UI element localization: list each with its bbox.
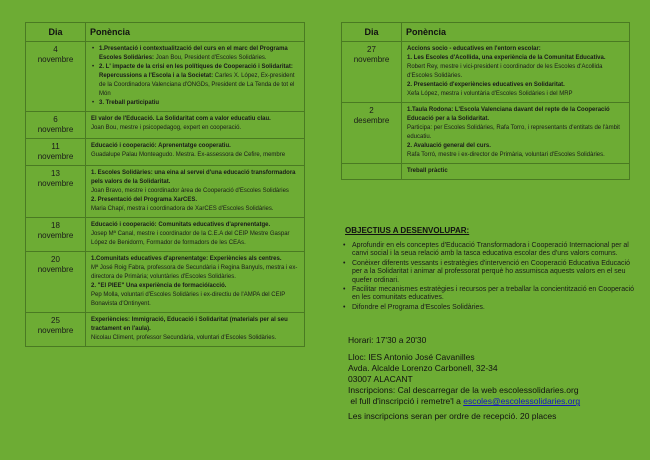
session-row [26,112,305,139]
ponencia-speaker: Robert Rey, mestre i vici-president i coordinador de les Escoles d'Acollida d'Escoles Solidàries. [407,64,603,79]
ponencia-line [407,54,624,81]
session-day: 11 [51,142,60,151]
ponencia-line [91,264,299,282]
ponencia-title: 2. Avaluació general del curs. [407,143,491,149]
session-date [26,166,86,218]
session-date [26,313,86,347]
ponencia-title: 1.Presentació i contextualització del curs en el marc del Programa Escoles Solidàries: [99,46,288,61]
objective-item: • Difondre el Programa d'Escoles Solidàries. [343,304,639,312]
session-month: novembre [37,152,74,161]
ponencia-line [91,151,299,160]
session-date [26,252,86,313]
ponencia-title: Experiències: Immigració, Educació i Solidaritat (materials per al seu tractament en l'aula). [91,317,288,332]
ponencia-line [91,169,299,187]
ponencia-title: 3. Treball participatiu [99,100,160,106]
ponencia-title: Educació i cooperació: Comunitats educatives d'aprenentatge. [91,222,271,228]
ponencia-speaker: Xefa López, mestra i voluntària d'Escoles Solidàries i del MRP [407,91,573,97]
ponencia-line [407,142,624,151]
ponencia-speaker: Nicolau Climent, professor Secundària, voluntari d'Escoles Solidàries. [91,335,277,341]
session-month: desembre [353,116,390,125]
column-header-ponencia: Ponència [86,23,305,42]
objectives-title [345,226,469,235]
course-info [348,335,638,422]
session-row [342,103,630,164]
session-ponencia [402,164,630,180]
session-ponencia [86,42,305,112]
column-header-ponencia: Ponència [402,23,630,42]
session-row [26,139,305,166]
session-month: novembre [37,265,74,274]
ponencia-bullet-item [99,99,299,108]
ponencia-line [91,230,299,248]
ponencia-line [91,316,299,334]
ponencia-line [91,196,299,205]
session-ponencia [402,103,630,164]
ponencia-line [91,291,299,309]
venue-address: Avda. Alcalde Lorenzo Carbonell, 32-34 [348,363,498,374]
session-row [342,164,630,180]
ponencia-line [407,151,624,160]
session-day: 6 [53,115,58,124]
ponencia-line [91,334,299,343]
venue-name: Lloc: IES Antonio José Cavanilles [348,352,475,363]
session-date [26,139,86,166]
session-month: novembre [37,231,74,240]
session-row [342,42,630,103]
left-schedule [25,22,305,347]
session-day: 27 [367,45,376,54]
ponencia-title: 1. Les Escoles d'Acollida, una experiència de la Comunitat Educativa. [407,55,606,61]
right-schedule [341,22,630,180]
column-header-dia: Dia [26,23,86,42]
ponencia-title: 2. L' impacte de la crisi en les polítiques de Cooperació i Solidaritat: Repercussions a l'Escola i a la Societat: [99,64,293,79]
session-row [26,252,305,313]
ponencia-line [407,81,624,90]
session-row [26,42,305,112]
registration-line-1: Inscripcions: Cal descarregar de la web escolessolidaries.org [348,385,579,396]
session-ponencia [86,112,305,139]
session-ponencia [86,166,305,218]
session-date [26,112,86,139]
session-ponencia [86,313,305,347]
session-day: 4 [53,45,58,54]
ponencia-speaker: Carles X. López, Ex-president de la Coordinadora Valenciana d'ONGDs, President de La Tenda de tot el Món [99,73,295,97]
ponencia-title: 2. "El PIEE" Una experiència de formació/acció. [91,283,227,289]
session-month: novembre [37,125,74,134]
objective-item: • Conèixer diferents vessants i estratègies d'intervenció en Cooperació Educativa Educació per a la Solidaritat i animar al professorat perquè ho assumisca aquests valors en el seu quefer ordinari. [343,260,639,285]
session-ponencia [86,252,305,313]
objective-item: • Facilitar mecanismes estratègies i recursos per a treballar la concientització en Cooperació en les comunitats educatives. [343,286,639,303]
objectives-title-colon: : [466,226,470,235]
session-month: novembre [37,179,74,188]
schedule-table-left [25,22,305,347]
table-header-row [26,23,305,42]
ponencia-line [91,142,299,151]
registration-note: Les inscripcions seran per ordre de recepció. 20 places [348,411,557,422]
session-date [342,42,402,103]
ponencia-speaker: Participa: per Escoles Solidàries, Rafa Torro, i representants d'entitats de l'àmbit educatiu. [407,125,620,140]
ponencia-line [407,124,624,142]
ponencia-line [91,205,299,214]
ponencia-speaker: Joan Bou, President d'Escoles Solidàries. [154,55,267,61]
session-row [26,313,305,347]
ponencia-title: 2. Presentació d'experiències educatives en Solidaritat. [407,82,565,88]
ponencia-line [91,282,299,291]
column-header-dia: Dia [342,23,402,42]
ponencia-title: Accions socio - educatives en l'entorn escolar: [407,46,541,52]
session-day: 20 [51,255,60,264]
ponencia-title: Treball pràctic [407,168,448,174]
ponencia-title: 1.Comunitats educatives d'aprenentatge: Experiències als centres. [91,256,282,262]
session-date [26,218,86,252]
session-date [26,42,86,112]
ponencia-line [407,167,624,176]
ponencia-bullet-item [99,63,299,99]
session-month: novembre [37,326,74,335]
ponencia-bullet-item [99,45,299,63]
objectives-list [343,242,639,313]
schedule-hours: Horari: 17'30 a 20'30 [348,335,427,345]
session-date [342,103,402,164]
ponencia-speaker: Joan Bravo, mestre i coordinador àrea de Cooperació d'Escoles Solidàries [91,188,289,194]
ponencia-line [407,106,624,124]
ponencia-line [91,221,299,230]
ponencia-speaker: Maria Chapí, mestra i coordinadora de XarCES d'Escoles Solidàries. [91,206,274,212]
schedule-table-right [341,22,630,180]
session-day: 2 [369,106,374,115]
session-date [342,164,402,180]
session-month: novembre [37,55,74,64]
ponencia-line [91,255,299,264]
registration-line-2 [348,396,638,407]
ponencia-line [407,45,624,54]
ponencia-title: 1. Escoles Solidàries: una eina al servei d'una educació transformadora pels valors de la Solidaritat. [91,170,296,185]
session-ponencia [402,42,630,103]
objective-item: • Aprofundir en els conceptes d'Educació Transformadora i Cooperació Internacional per al canvi social i la seua relació amb la tasca educativa escolar des d'uns valors comuns. [343,242,639,259]
ponencia-title: 2. Presentació del Programa XarCES. [91,197,198,203]
table-header-row [342,23,630,42]
session-row [26,218,305,252]
ponencia-speaker: Rafa Torró, mestre i ex-director de Primària, voluntari d'Escoles Solidàries. [407,152,605,158]
ponencia-speaker: Pep Molla, voluntari d'Escoles Solidàries i ex-directiu de l'AMPA del CEIP Bonavista d'Ontinyent. [91,292,286,307]
ponencia-speaker: Guadalupe Palau Monteagudo. Mestra. Ex-assessora de Cefire, membre [91,152,286,158]
session-day: 18 [51,221,60,230]
ponencia-title: Educació i cooperació: Aprenentatge cooperatiu. [91,143,231,149]
session-month: novembre [353,55,390,64]
ponencia-speaker: Josep Mª Canal, mestre i coordinador de la C.E.A del CEIP Mestre Gaspar López de Benidorm, Formador de formadors de les CEAs. [91,231,290,246]
ponencia-line [407,90,624,99]
ponencia-title: El valor de l'Educació. La Solidaritat com a valor educatiu clau. [91,116,271,122]
ponencia-line [91,187,299,196]
registration-email-link[interactable]: escoles@escolessolidaries.org [463,396,581,407]
ponencia-line [91,115,299,124]
session-day: 13 [51,169,60,178]
registration-prefix: el full d'inscripció i remetre'l a [350,396,464,407]
session-ponencia [86,218,305,252]
ponencia-speaker: Mª José Roig Fabra, professora de Secundària i Regina Banyuls, mestra i ex-directora de Primària; voluntàries d'Escoles Solidàries. [91,265,298,280]
ponencia-line [91,124,299,133]
ponencia-speaker: Joan Bou, mestre i psicopedagog, expert en cooperació. [91,125,242,131]
objectives-title-text: OBJECTIUS A DESENVOLUPAR [345,226,467,235]
venue-city: 03007 ALACANT [348,374,413,385]
session-day: 25 [51,316,60,325]
session-ponencia [86,139,305,166]
ponencia-title: 1.Taula Rodona: L'Escola Valenciana davant del repte de la Cooperació Educació per a la Solidaritat. [407,107,610,122]
session-row [26,166,305,218]
